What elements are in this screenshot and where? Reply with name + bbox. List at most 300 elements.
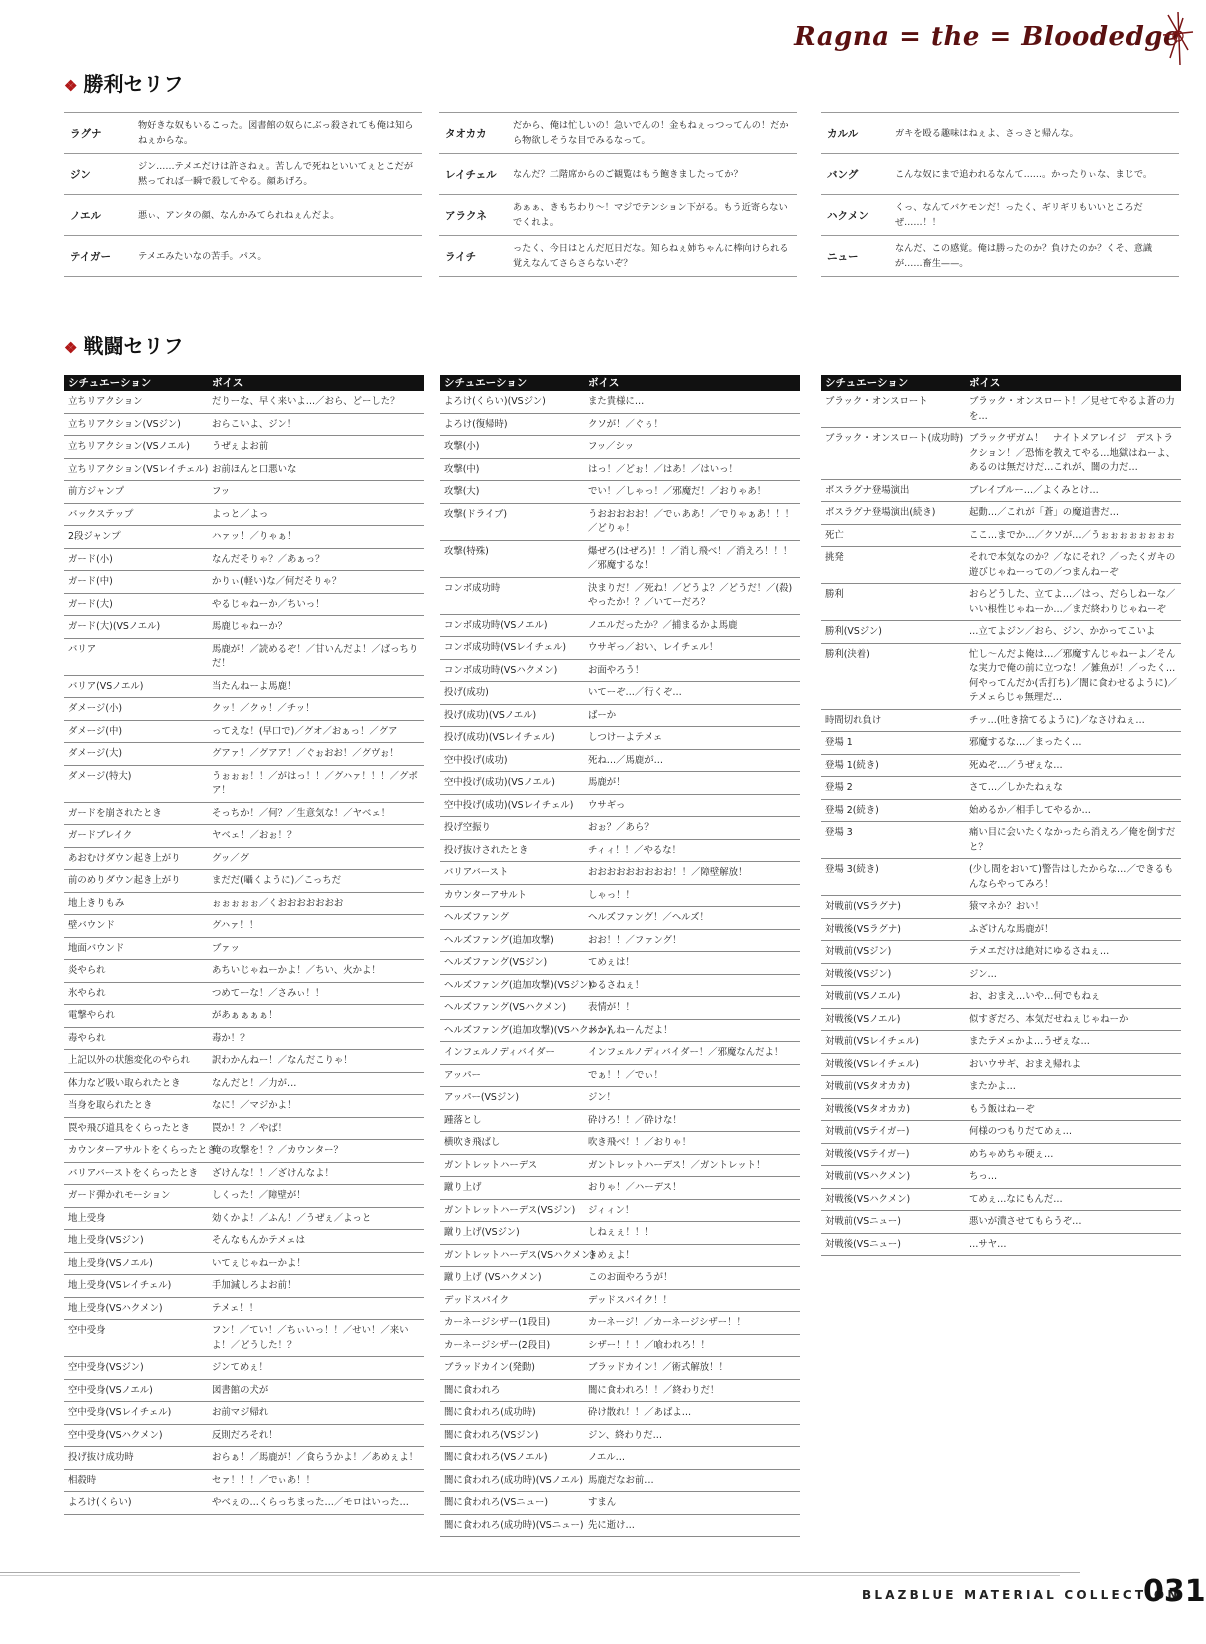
victory-quote: だから、俺は忙しいの！急いでんの！金もねぇっつってんの！だから物欲しそうな目でみるなって。 [513,120,789,146]
table-row [821,428,1181,480]
situation-cell: ダメージ(特大) [68,770,132,782]
situation-cell: 勝利(決着) [825,648,870,660]
voice-cell: だりーな、早く来いよ…／おら、どーした？ [212,396,400,407]
situation-cell: 罠や飛び道具をくらったとき [68,1122,190,1134]
voice-cell: ノエルだったか？／捕まるかよ馬鹿 [588,619,738,631]
table-row [821,1144,1181,1167]
table-header [821,375,1181,391]
table-row [440,975,800,998]
voice-cell: つめてーな！／さみぃ！！ [212,987,325,999]
table-row [440,391,800,414]
voice-cell: ジンてめぇ！ [212,1362,268,1373]
table-row [64,1425,424,1448]
voice-cell: ってえな！(早口で)／グオ／おぁっ！／グア [212,725,398,737]
victory-row [439,235,797,277]
table-row [440,750,800,773]
voice-cell: チィィ！！／やるな！ [588,844,681,856]
situation-cell: 地上受身(VSハクメン) [68,1302,163,1314]
situation-cell: 闇に食われろ(VSノエル) [444,1452,548,1463]
table-row [64,698,424,721]
voice-cell: 砕けろ！！／砕けな！ [588,1114,682,1126]
situation-cell: ダメージ(大) [68,748,123,759]
situation-cell: ダメージ(中) [68,725,123,737]
situation-cell: カーネージシザー(1段目) [444,1317,551,1328]
table-row [64,1380,424,1403]
situation-cell: ボスラグナ登場演出 [825,484,910,496]
victory-quotes-grid [64,112,1184,276]
table-row [440,907,800,930]
victory-row [439,194,797,235]
voice-cell: 爆ぜろ(はぜろ)！！／消し飛べ！／消えろ！！！／邪魔するな！ [588,545,793,571]
voice-cell: ブレイブルー…／よくみとけ… [969,484,1099,496]
table-row [64,1357,424,1380]
voice-cell: なんだと！／力が… [212,1077,297,1089]
situation-cell: 立ちリアクション(VSノエル) [68,441,190,452]
voice-cell: ノエル… [588,1452,626,1463]
character-name: ジン [70,168,91,181]
table-row [64,1185,424,1208]
table-row [440,1312,800,1335]
table-row [440,1020,800,1043]
voice-cell: 死ぬぞ…／うぜぇな… [969,759,1063,771]
situation-cell: 踵落とし [444,1114,482,1126]
situation-cell: 闇に食われろ(成功時)(VSノエル) [444,1474,584,1486]
voice-cell: 俺の攻撃を！？／カウンター？ [212,1145,343,1156]
victory-quote: 物好きな奴もいるこった。図書館の奴らにぶっ殺されても俺は知らねぇからな。 [138,120,414,146]
situation-cell: 対戦後(VSハクメン) [825,1193,911,1205]
table-row [440,727,800,750]
table-row [64,391,424,414]
victory-quote: なんだ？二階席からのご観覧はもう飽きましたってか？ [513,168,743,180]
table-row [440,1290,800,1313]
voice-cell: ブラッドカイン！／術式解放！！ [588,1362,728,1373]
situation-cell: 電撃やられ [68,1010,115,1021]
character-name: ライチ [445,250,477,263]
situation-cell: デッドスパイク [444,1294,510,1306]
situation-cell: 炎やられ [68,965,106,976]
voice-cell: それで本気なのか？／なにそれ？／ったくガキの遊びじゃねーっての／つまんねーぞ [969,552,1176,578]
victory-column [821,112,1179,277]
voice-cell: 訳わかんねー！／なんだこりゃ！ [212,1055,353,1066]
voice-cell: しくった！／障壁が！ [212,1190,306,1201]
voice-cell: フッ／シッ [588,441,635,452]
voice-cell: 先に逝け… [588,1519,635,1531]
table-row [440,885,800,908]
situation-cell: ヘルズファング [444,912,509,923]
table-row [440,1042,800,1065]
situation-cell: ダメージ(小) [68,703,123,714]
situation-cell: ガード(小) [68,553,113,565]
situation-cell: 地上受身(VSレイチェル) [68,1280,172,1291]
voice-cell: なに！／マジかよ！ [212,1100,297,1111]
voice-cell: このお面やろうが！ [588,1272,673,1283]
situation-cell: ガントレットハーデス(VSハクメン) [444,1249,595,1261]
table-row [64,1050,424,1073]
situation-cell: 前方ジャンプ [68,486,125,497]
situation-cell: ヘルズファング(追加攻撃)(VSハクメン) [444,1024,611,1036]
voice-cell: お前ほんと口悪いな [212,463,297,475]
voice-cell: 手加減しろよお前！ [212,1280,297,1291]
situation-cell: 投げ(成功)(VSレイチェル) [444,732,555,743]
situation-cell: ブラック・オンスロート [825,396,928,407]
table-row [64,639,424,676]
voice-cell: ざけんな！！／ざけんなよ！ [212,1167,334,1179]
voice-cell: ハァッ！／りゃぁ！ [212,531,297,542]
situation-cell: 地上受身(VSノエル) [68,1257,153,1269]
table-row [821,964,1181,987]
situation-cell: 時間切れ負け [825,714,882,726]
table-row [440,1155,800,1178]
situation-cell: 登場 2(続き) [825,804,879,816]
situation-cell: 攻撃(特殊) [444,545,489,557]
voice-cell: ブラック・オンスロート！／見せてやるよ蒼の力を… [969,396,1175,422]
voice-cell: 当たんねーよ馬鹿！ [212,680,297,692]
situation-cell: 登場 1 [825,737,853,748]
victory-quote: くっ、なんてバケモンだ！ったく、ギリギリもいいところだぜ……！！ [895,202,1143,228]
situation-cell: 空中受身(VSジン) [68,1362,144,1373]
situation-cell: 上記以外の状態変化のやられ [68,1055,190,1066]
table-row [821,1234,1181,1257]
table-row [821,777,1181,800]
situation-cell: ガード弾かれモーション [68,1190,171,1201]
table-row [64,1230,424,1253]
table-row [440,660,800,683]
situation-cell: バリアバーストをくらったとき [68,1167,199,1179]
table-row [440,1222,800,1245]
character-name: タオカカ [445,127,487,140]
voice-cell: セァ！！！／でぃあ！！ [212,1474,315,1486]
table-row [440,481,800,504]
voice-cell: きめぇよ！ [588,1249,635,1261]
page-number: 031 [1143,1574,1206,1609]
situation-cell: ガントレットハーデス(VSジン) [444,1204,576,1216]
ragna-logo: Ragna = the = Bloodedge [794,22,1180,52]
column-header-voice: ボイス [212,377,244,389]
table-row [64,938,424,961]
table-row [64,1095,424,1118]
voice-cell: 猿マネか？おい！ [969,901,1045,912]
voice-cell: おいウサギ、おまえ帰れよ [969,1058,1082,1070]
voice-cell: ちっ… [969,1171,998,1182]
situation-cell: 空中受身(VSノエル) [68,1384,153,1396]
table-row [64,1470,424,1493]
victory-row [64,235,422,277]
table-row [64,848,424,871]
voice-cell: カーネージ！／カーネージシザー！！ [588,1317,746,1328]
footer-divider [0,1575,1060,1576]
battle-table [440,375,800,1537]
voice-cell: かりぃ(軽い)な／何だそりゃ？ [212,576,342,587]
table-row [440,1267,800,1290]
voice-cell: …立てよジン／おら、ジン、かかってこいよ [969,626,1156,637]
table-row [821,1166,1181,1189]
voice-cell: しねぇぇ！！！ [588,1227,654,1238]
situation-cell: コンボ成功時 [444,582,501,594]
victory-quote: なんだ、この感覚。俺は勝ったのか？負けたのか？くそ、意識が……畜生——。 [895,243,1153,269]
situation-cell: 登場 3(続き) [825,864,879,875]
column-header-voice: ボイス [969,377,1001,389]
voice-cell: 効くかよ！／ふん！／うぜぇ／よっと [212,1212,372,1224]
voice-cell: うぉぉぉ！！／がはっ！！／グハァ！！！／グボア！ [212,770,418,796]
situation-cell: 空中受身(VSレイチェル) [68,1407,172,1418]
situation-cell: 対戦前(VSタオカカ) [825,1081,911,1092]
voice-cell: 忙し〜んだよ俺は…／邪魔すんじゃねーよ／そんな実力で俺の前に立つな！／雑魚が！／ったく…何やってんだか(舌打ち)／闇に食わせるように)／テメェらじゃ無理だ… [969,648,1177,703]
voice-cell: めちゃめちゃ硬ぇ… [969,1148,1054,1160]
voice-cell: おらどうした、立てよ…／はっ、だらしねーな／いい根性じゃねーか…／まだ終わりじゃねーぞ [969,589,1176,615]
table-row [64,1073,424,1096]
table-row [64,803,424,826]
situation-cell: 挑発 [825,552,844,563]
table-row [440,1425,800,1448]
situation-cell: ガードブレイク [68,830,133,841]
voice-cell: ブァッ [212,942,240,954]
voice-cell: よっと／よっ [212,508,269,520]
voice-cell: またかよ… [969,1081,1016,1092]
victory-quote: テメエみたいなの苦手。パス。 [138,250,267,262]
voice-cell: お前マジ帰れ [212,1407,269,1418]
table-row [440,1470,800,1493]
table-row [440,1065,800,1088]
voice-cell: 死ね…／馬鹿が… [588,754,664,766]
voice-cell: 闇に食われろ！！／終わりだ！ [588,1384,720,1396]
situation-cell: ヘルズファング(追加攻撃) [444,934,554,946]
voice-cell: またテメェかよ…うぜぇな… [969,1036,1090,1047]
voice-cell: また貴様に… [588,396,645,407]
blood-splash-icon [1158,10,1198,70]
situation-cell: 空中受身(VSハクメン) [68,1429,163,1441]
situation-cell: 闇に食われろ(VSジン) [444,1429,539,1441]
situation-cell: 闇に食われろ(成功時)(VSニュー) [444,1519,584,1531]
voice-cell: 毒か！？ [212,1032,250,1044]
situation-cell: 当身を取られたとき [68,1100,153,1111]
voice-cell: 図書館の犬が [212,1384,269,1396]
table-row [821,1099,1181,1122]
situation-cell: 対戦後(VSニュー) [825,1238,901,1250]
voice-cell: お面やろう！ [588,664,645,676]
table-row [821,896,1181,919]
situation-cell: 相殺時 [68,1474,97,1486]
situation-cell: カーネージシザー(2段目) [444,1339,551,1351]
situation-cell: 前のめりダウン起き上がり [68,875,181,886]
situation-cell: 地上きりもみ [68,897,125,909]
table-row [64,1028,424,1051]
situation-cell: コンボ成功時(VSレイチェル) [444,642,567,653]
table-row [64,983,424,1006]
table-row [440,817,800,840]
voice-cell: 砕け散れ！！／あばよ… [588,1407,692,1418]
voice-cell: でぁ！！／でぃ！ [588,1069,663,1081]
situation-cell: ガード(大)(VSノエル) [68,621,161,632]
voice-cell: があぁぁぁぁ！ [212,1010,278,1021]
situation-cell: バリア [68,643,97,655]
table-row [440,705,800,728]
situation-cell: インフェルノディバイダー [444,1047,555,1058]
victory-row [439,112,797,153]
situation-cell: アッパー(VSジン) [444,1092,520,1103]
voice-cell: フッ [212,486,231,497]
voice-cell: 吹き飛べ！！／おりゃ！ [588,1137,692,1148]
table-row [64,766,424,803]
table-row [64,721,424,744]
situation-cell: 勝利 [825,589,844,600]
voice-cell: 邪魔するな…／まったく… [969,737,1082,748]
character-name: レイチェル [445,168,497,181]
situation-cell: 対戦前(VSニュー) [825,1216,901,1227]
table-row [440,1110,800,1133]
voice-cell: すまん [588,1497,617,1508]
situation-cell: 蹴り上げ [444,1182,482,1193]
situation-cell: 闇に食われろ(VSニュー) [444,1497,549,1508]
situation-cell: 地面バウンド [68,942,125,954]
voice-cell: おりゃ！／ハーデス！ [588,1182,682,1193]
victory-quote: 悪ぃ、アンタの顔、なんかみてられねぇんだよ。 [138,209,340,221]
table-row [64,459,424,482]
situation-cell: ブラック・オンスロート(成功時) [825,433,964,444]
situation-cell: 対戦後(VSラグナ) [825,923,901,935]
situation-cell: 登場 3 [825,827,853,838]
voice-cell: ばーか [588,709,617,721]
voice-cell: お、おまえ…いや…何でもねぇ [969,991,1101,1002]
voice-cell: やるじゃねーか／ちいっ！ [212,598,325,610]
voice-cell: ジン！ [588,1092,616,1103]
table-row [821,1189,1181,1212]
table-row [440,840,800,863]
voice-cell: ガントレットハーデス！／ガントレット！ [588,1159,766,1171]
table-row [64,1163,424,1186]
table-row [821,547,1181,584]
voice-cell: はっ！／どぉ！／はあ！／はいっ！ [588,463,738,475]
voice-cell: ジィィン！ [588,1204,635,1216]
situation-cell: 攻撃(ドライブ) [444,508,508,520]
victory-row [821,194,1179,235]
situation-cell: 闇に食われろ(成功時) [444,1407,536,1418]
victory-row [64,112,422,153]
voice-cell: ヤベェ！／おぉ！？ [212,830,297,841]
voice-cell: ゆるさねぇ！ [588,979,645,991]
voice-cell: おらぁ！／馬鹿が！／食らうかよ！／あめぇよ！ [212,1452,419,1463]
situation-cell: よろけ(くらい) [68,1497,132,1508]
battle-title-text: 戦闘セリフ [83,334,184,358]
voice-cell: 決まりだ！／死ね！／どうよ？／どうだ！／(殺)やったか！？／いてーだろ？ [588,582,793,608]
voice-cell: グアァ！／グアア！／ぐぉおお！／グヴぉ！ [212,748,399,759]
voice-cell: いてぇじゃねーかよ！ [212,1257,306,1269]
table-row [440,1515,800,1538]
voice-cell: ヘルズファング！／ヘルズ！ [588,912,709,923]
table-row [440,930,800,953]
victory-row [64,194,422,235]
table-row [64,504,424,527]
situation-cell: 地上受身 [68,1212,106,1224]
voice-cell: …サヤ… [969,1238,1007,1250]
voice-cell: 馬鹿じゃねーか？ [212,621,288,632]
voice-cell: クッ！／クゥ！／チッ！ [212,703,315,714]
voice-cell: なんだそりゃ？／あぁっ？ [212,553,325,565]
voice-cell: ジン… [969,968,997,980]
situation-cell: 対戦前(VSレイチェル) [825,1036,919,1047]
situation-cell: 空中投げ(成功)(VSノエル) [444,777,555,788]
voice-cell: でい！／しゃっ！／邪魔だ！／おりゃあ！ [588,486,767,497]
table-row [64,1253,424,1276]
voice-cell: シザー！！！／喰われろ！！ [588,1339,710,1351]
voice-cell: 何様のつもりだてめぇ… [969,1126,1073,1137]
situation-cell: カウンターアサルト [444,889,528,901]
table-row [440,1492,800,1515]
table-row [64,1402,424,1425]
voice-cell: (少し間をおいて)警告はしたからな…／できるもんならやってみろ！ [969,864,1174,890]
table-row [440,1447,800,1470]
table-row [821,732,1181,755]
column-header-situation: シチュエーション [444,377,528,389]
situation-cell: バリア(VSノエル) [68,680,144,692]
table-row [64,616,424,639]
column-header-voice: ボイス [588,377,620,389]
situation-cell: 立ちリアクション(VSジン) [68,418,181,430]
situation-cell: 横吹き飛ばし [444,1137,501,1148]
situation-cell: 闇に食われろ [444,1384,501,1396]
voice-cell: ぉぉぉぉぉ／くおおおおおおお [212,897,344,909]
voice-cell: いてーぞ…／行くぞ… [588,687,682,698]
victory-title-text: 勝利セリフ [83,72,184,96]
voice-cell: もう飯はねーぞ [969,1103,1035,1115]
voice-cell: うおおおおお！／でぃああ！／でりゃぁあ！！！／どりゃ！ [588,508,795,534]
table-row [821,502,1181,525]
voice-cell: 反則だろそれ！ [212,1429,278,1441]
voice-cell: しゃっ！！ [588,889,635,901]
table-row [64,960,424,983]
voice-cell: 馬鹿だなお前… [588,1474,654,1486]
situation-cell: 空中投げ(成功) [444,754,508,766]
table-row [440,682,800,705]
situation-cell: 勝利(VSジン) [825,626,882,637]
situation-cell: 体力など吸い取られたとき [68,1077,181,1089]
situation-cell: 空中投げ(成功)(VSレイチェル) [444,799,574,811]
battle-section-title [64,330,183,359]
voice-cell: あちいじゃねーかよ！／ちい、火かよ！ [212,965,381,976]
voice-cell: おぉ？／あら？ [588,822,654,833]
table-row [440,1177,800,1200]
situation-cell: 氷やられ [68,987,106,999]
character-name: ニュー [827,250,859,263]
voice-cell: 起動…／これが「蒼」の魔道書だ… [969,507,1120,518]
situation-cell: 登場 1(続き) [825,759,879,771]
voice-cell: テメエだけは絶対にゆるさねぇ… [969,946,1110,957]
table-row [821,391,1181,428]
table-row [440,997,800,1020]
voice-cell: ここ…までか…／クソが…／うぉぉぉぉぉぉぉぉ [969,529,1176,541]
voice-cell: ウサギっ／おい、レイチェル！ [588,642,719,653]
table-row [440,952,800,975]
table-row [64,1492,424,1515]
situation-cell: アッパー [444,1069,481,1081]
situation-cell: 蹴り上げ(VSジン) [444,1227,520,1238]
voice-cell: クソが！／ぐぅ！ [588,418,663,430]
voice-cell: 馬鹿が！／読めるぞ！／甘いんだよ！／ばっちりだ！ [212,643,419,669]
situation-cell: 地上受身(VSジン) [68,1235,144,1246]
table-row [821,822,1181,859]
voice-cell: ウサギっ [588,799,626,811]
victory-column [439,112,797,277]
victory-quote: ったく、今日はとんだ厄日だな。知らねぇ姉ちゃんに棒向けられる覚えなんてさらさらないぞ？ [513,243,789,269]
table-row [821,986,1181,1009]
table-row [64,436,424,459]
table-row [64,676,424,699]
table-row [821,919,1181,942]
voice-cell: そんなもんかテメェは [212,1235,305,1246]
situation-cell: ヘルズファング(追加攻撃)(VSジン) [444,979,592,991]
voice-cell: 表情が！！ [588,1002,635,1013]
character-name: テイガー [70,250,111,263]
situation-cell: 壁バウンド [68,920,115,931]
